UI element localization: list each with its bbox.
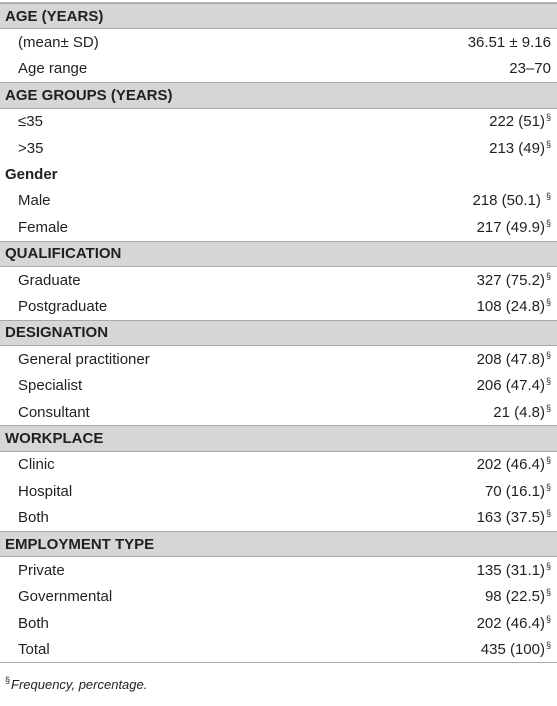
table-row [0, 188, 557, 214]
table-row [0, 452, 557, 478]
row-label: (mean± SD) [18, 34, 99, 52]
table-row [0, 346, 557, 372]
row-value-cell [485, 588, 557, 605]
section-mark: § [545, 455, 551, 466]
row-value-cell [493, 404, 557, 421]
row-label: Governmental [18, 588, 113, 606]
table-row [0, 399, 557, 425]
section-header-label: EMPLOYMENT TYPE [5, 535, 155, 553]
row-label: Hospital [18, 482, 73, 500]
row-value: 213 (49) [489, 139, 545, 157]
section-mark: § [545, 613, 551, 624]
footnote-mark: § [5, 675, 11, 686]
section-header-label: WORKPLACE [5, 429, 104, 447]
table-row [0, 372, 557, 398]
row-value-cell [477, 272, 557, 289]
table-row [0, 29, 557, 55]
table-row [0, 56, 557, 82]
section-mark: § [545, 112, 551, 123]
section-header-employment-type [0, 531, 557, 557]
row-value: 108 (24.8) [476, 297, 545, 315]
row-label: Clinic [18, 456, 55, 474]
section-header-qualification [0, 241, 557, 267]
row-label: Private [18, 561, 65, 579]
section-mark: § [545, 349, 551, 360]
section-header-label: Gender [5, 166, 58, 184]
table-row [0, 478, 557, 504]
table-row [0, 267, 557, 293]
row-label: Male [18, 192, 51, 210]
row-value: 202 (46.4) [476, 456, 545, 474]
table-row [0, 584, 557, 610]
row-value: 222 (51) [489, 113, 545, 131]
section-mark: § [545, 560, 551, 571]
row-value: 206 (47.4) [476, 377, 545, 395]
table-row [0, 504, 557, 530]
section-header-label: AGE GROUPS (YEARS) [5, 86, 173, 104]
row-label: Both [18, 509, 49, 527]
row-value: 202 (46.4) [476, 614, 545, 632]
section-header-label: DESIGNATION [5, 324, 109, 342]
row-label: Graduate [18, 271, 81, 289]
row-label: Postgraduate [18, 297, 108, 315]
row-value: 218 (50.1) [472, 192, 545, 210]
row-label: Age range [18, 60, 88, 78]
section-mark: § [545, 481, 551, 492]
table-row [0, 109, 557, 135]
row-value: 23–70 [509, 60, 551, 78]
section-mark: § [545, 270, 551, 281]
section-header-designation [0, 320, 557, 346]
section-header-workplace [0, 425, 557, 451]
row-label: General practitioner [18, 350, 150, 368]
footnote-text: Frequency, percentage. [11, 676, 148, 692]
table-footnote [0, 677, 557, 692]
row-value: 435 (100) [480, 640, 545, 658]
row-value: 36.51 ± 9.16 [467, 34, 551, 52]
row-value-cell [489, 113, 557, 130]
row-value-cell [477, 562, 557, 579]
section-header-age-years [0, 3, 557, 29]
section-mark: § [545, 376, 551, 387]
section-mark: § [545, 508, 551, 519]
row-label: Consultant [18, 403, 90, 421]
row-value-cell [477, 456, 557, 473]
section-mark: § [545, 138, 551, 149]
table-row [0, 557, 557, 583]
table-body [0, 3, 557, 663]
row-label: Specialist [18, 377, 83, 395]
row-value: 21 (4.8) [493, 403, 545, 421]
row-label: Female [18, 218, 69, 236]
row-value-cell [509, 60, 557, 77]
section-header-age-groups-years [0, 82, 557, 108]
row-value-cell [477, 351, 557, 368]
row-value-cell [477, 219, 557, 236]
section-mark: § [545, 639, 551, 650]
row-label: ≤35 [18, 113, 43, 131]
row-value: 327 (75.2) [476, 271, 545, 289]
table-row [0, 135, 557, 161]
section-header-label: AGE (YEARS) [5, 7, 104, 25]
table-row [0, 636, 557, 662]
row-value-cell [477, 377, 557, 394]
row-value-cell [477, 509, 557, 526]
table-row [0, 293, 557, 319]
table-row [0, 610, 557, 636]
row-value: 70 (16.1) [484, 482, 545, 500]
row-value-cell [472, 192, 557, 209]
row-value: 217 (49.9) [476, 218, 545, 236]
row-value-cell [477, 615, 557, 632]
table-row [0, 214, 557, 240]
row-value: 208 (47.8) [476, 350, 545, 368]
row-value: 163 (37.5) [476, 509, 545, 527]
row-value-cell [481, 641, 557, 658]
section-mark: § [545, 402, 551, 413]
section-mark: § [545, 587, 551, 598]
row-value: 135 (31.1) [476, 561, 545, 579]
row-label: >35 [18, 139, 44, 157]
section-mark: § [545, 296, 551, 307]
row-label: Both [18, 614, 49, 632]
row-value-cell [468, 34, 557, 51]
row-value-cell [485, 483, 557, 500]
row-value-cell [477, 298, 557, 315]
section-mark: § [545, 191, 551, 202]
row-label: Total [18, 640, 50, 658]
section-header-label: QUALIFICATION [5, 245, 122, 263]
row-value: 98 (22.5) [484, 588, 545, 606]
section-header-gender [0, 161, 557, 187]
row-value-cell [489, 140, 557, 157]
section-mark: § [545, 217, 551, 228]
